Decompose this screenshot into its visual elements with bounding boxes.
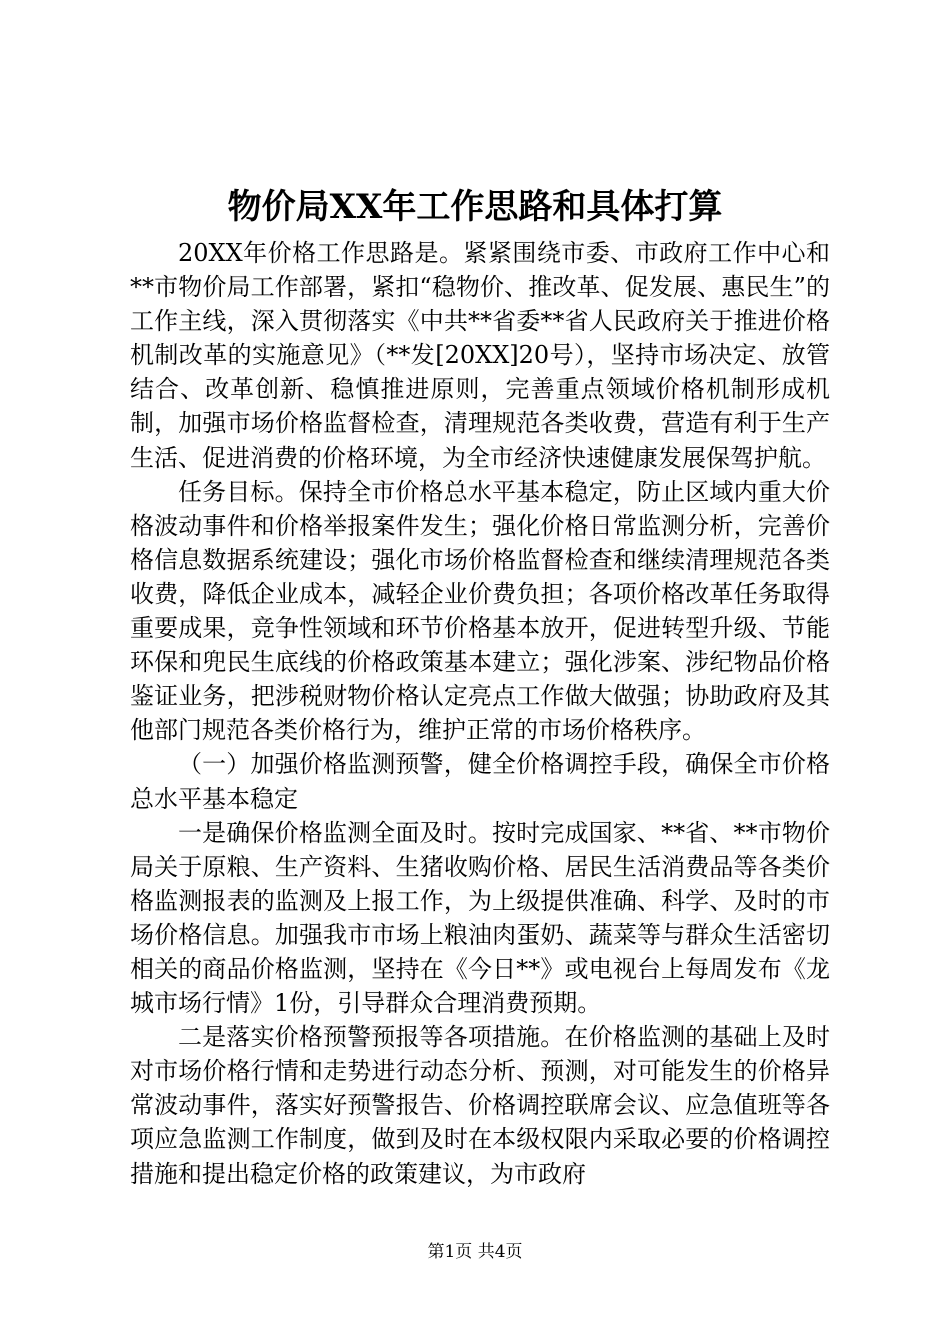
paragraph-work-approach: 20XX年价格工作思路是。紧紧围绕市委、市政府工作中心和**市物价局工作部署，紧扣“稳物价、推改革、促发展、惠民生”的工作主线，深入贯彻落实《中共**省委**省人民政府关于推进价格机制改革的实施意见》（**发[20XX]20号），坚持市场决定、放管结合、改革创新、稳慎推进原则，完善重点领域价格机制形成机制，加强市场价格监督检查，清理规范各类收费，营造有利于生产生活、促进消费的价格环境，为全市经济快速健康发展保驾护航。 xyxy=(130,239,830,472)
paragraph-point-1: 一是确保价格监测全面及时。按时完成国家、**省、**市物价局关于原粮、生产资料、生猪收购价格、居民生活消费品等各类价格监测报表的监测及上报工作，为上级提供准确、科学、及时的市场价格信息。加强我市市场上粮油肉蛋奶、蔬菜等与群众生活密切相关的商品价格监测，坚持在《今日**》或电视台上每周发布《龙城市场行情》1份，引导群众合理消费预期。 xyxy=(130,818,830,1018)
document-title: 物价局XX年工作思路和具体打算 xyxy=(227,187,723,227)
document-body xyxy=(130,236,830,1191)
paragraph-task-goals: 任务目标。保持全市价格总水平基本稳定，防止区域内重大价格波动事件和价格举报案件发生；强化价格日常监测分析，完善价格信息数据系统建设；强化市场价格监督检查和继续清理规范各类收费，降低企业成本，减轻企业价费负担；各项价格改革任务取得重要成果，竞争性领域和环节价格基本放开，促进转型升级、节能环保和兜民生底线的价格政策基本建立；强化涉案、涉纪物品价格鉴证业务，把涉税财物价格认定亮点工作做大做强；协助政府及其他部门规范各类价格行为，维护正常的市场价格秩序。 xyxy=(130,477,830,745)
paragraph-point-2: 二是落实价格预警预报等各项措施。在价格监测的基础上及时对市场价格行情和走势进行动态分析、预测，对可能发生的价格异常波动事件，落实好预警报告、价格调控联席会议、应急值班等各项应急监测工作制度，做到及时在本级权限内采取必要的价格调控措施和提出稳定价格的政策建议，为市政府 xyxy=(130,1023,830,1188)
page-footer: 第1页 共4页 xyxy=(427,1242,523,1262)
section-heading-1: （一）加强价格监测预警，健全价格调控手段，确保全市价格总水平基本稳定 xyxy=(130,750,830,813)
